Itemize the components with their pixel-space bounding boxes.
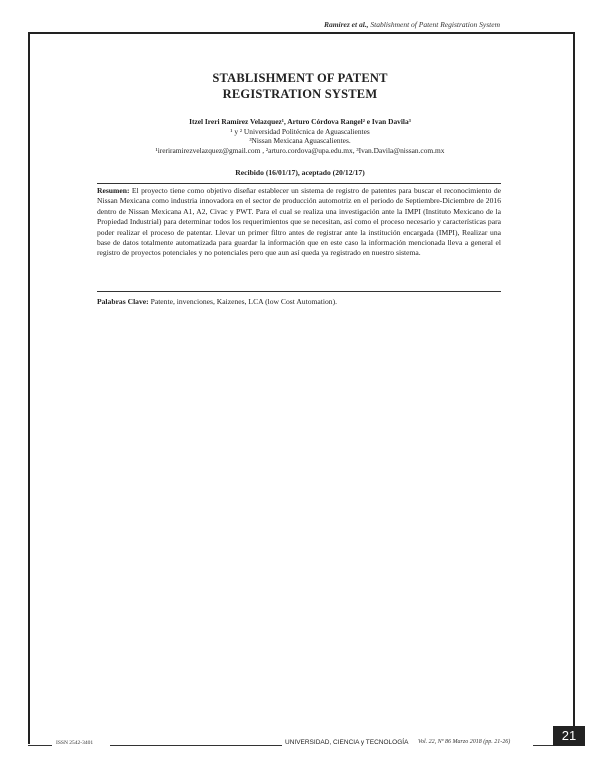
abstract-label: Resumen: <box>97 186 130 195</box>
page-footer <box>0 738 600 752</box>
title-line-2: REGISTRATION SYSTEM <box>222 87 378 101</box>
footer-rule-left <box>28 745 52 746</box>
keywords <box>97 297 501 306</box>
footer-volume: Vol. 22, Nº 86 Marzo 2018 (pp. 21-26) <box>418 739 511 745</box>
footer-rule-middle <box>110 745 282 746</box>
author-emails: ¹ireriramirezvelazquez@gmail.com , ²arturo.cordova@upa.edu.mx, ³Ivan.Davila@nissan.com.mx <box>155 145 445 155</box>
footer-journal: UNIVERSIDAD, CIENCIA y TECNOLOGÍA <box>285 739 409 746</box>
footer-rule-right <box>533 745 553 746</box>
received-dates: Recibido (16/01/17), aceptado (20/12/17) <box>235 168 365 177</box>
affiliation-2: ³Nissan Mexicana Aguascalientes. <box>249 136 351 146</box>
running-head <box>324 20 500 29</box>
abstract <box>97 186 501 259</box>
abstract-bottom-rule <box>97 291 501 292</box>
title-line-1: STABLISHMENT OF PATENT <box>212 71 388 85</box>
author-names: Itzel Ireri Ramírez Velazquez¹, Arturo Córdova Rangel² e Ivan Davila³ <box>189 117 411 126</box>
keywords-label: Palabras Clave: <box>97 297 149 306</box>
running-head-title: Stablishment of Patent Registration System <box>370 20 500 29</box>
paper-title <box>0 70 600 102</box>
running-head-authors: Ramírez et al., <box>323 20 369 29</box>
abstract-top-rule <box>97 183 501 184</box>
page-number: 21 <box>553 726 585 746</box>
footer-issn: ISSN 2542-3401 <box>56 740 94 746</box>
author-block <box>0 117 600 155</box>
affiliation-1: ¹ y ² Universidad Politécnica de Aguascalientes <box>230 126 370 136</box>
abstract-text: El proyecto tiene como objetivo diseñar establecer un sistema de registro de patentes para buscar el reconocimiento de Nissan Mexicana como industria innovadora en el sector de producción automotriz en el periodo de Septiembre-Diciembre de 2016 dentro de Nissan Mexicana A1, A2, Civac y PWT. Para el cual se realiza una investigación ante la IMPI (Instituto Mexicano de la Propiedad Industrial) para determinar todos los requerimientos que se necesitan, así como el proceso necesario y características para poder realizar el proceso de patentar. Llevar un primer filtro antes de registrar ante la institución encargada (IMPI), Realizar una base de datos totalmente automatizada para guardar la información que en este caso la información mencionada lleva a general el registro de proyectos potenciales y no potenciales pero que aun así queda ya registrado en nuestro sistema. <box>97 186 501 258</box>
keywords-text: Patente, invenciones, Kaizenes, LCA (low Cost Automation). <box>150 297 338 306</box>
